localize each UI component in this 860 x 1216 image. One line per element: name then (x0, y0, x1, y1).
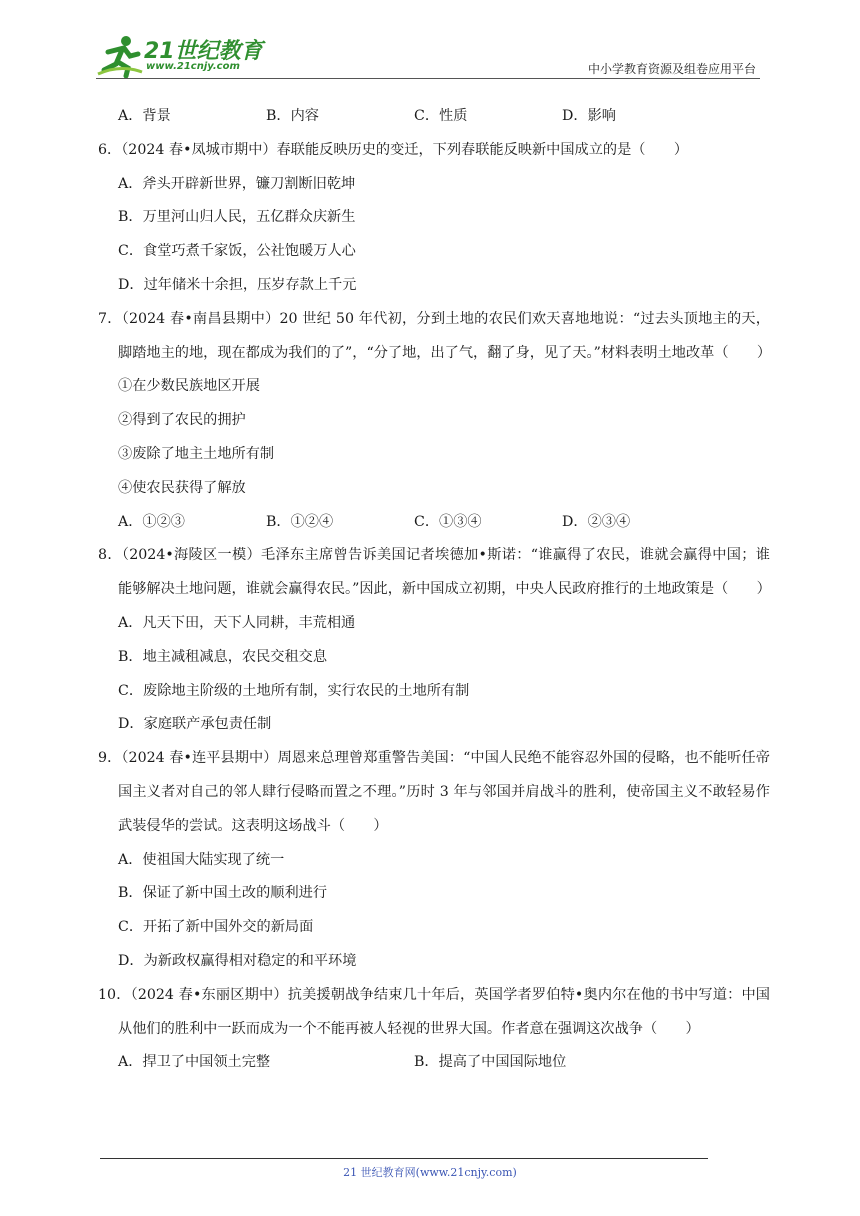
footer-link[interactable]: 21 世纪教育网(www.21cnjy.com) (343, 1166, 517, 1179)
q7-item-2: ②得到了农民的拥护 (118, 412, 246, 429)
platform-title: 中小学教育资源及组卷应用平台 (587, 62, 756, 76)
page-header (96, 30, 760, 80)
q9-option-b: B．保证了新中国土改的顺利进行 (118, 885, 328, 902)
q7-item-4: ④使农民获得了解放 (118, 479, 246, 496)
footer-divider (100, 1158, 708, 1159)
q5-option-b: B．内容 (266, 108, 319, 124)
runner-logo-icon (96, 34, 144, 78)
q9-stem: 9．（2024 春•连平县期中）周恩来总理曾郑重警告美国：“中国人民绝不能容忍外国的侵略，也不能听任帝国主义者对自己的邻人肆行侵略而置之不理。”历时 3 年与邻国并肩战斗的胜利，使帝国主义不敢轻易作武装侵华的尝试。这表明这场战斗（ ） (98, 750, 770, 834)
logo[interactable] (96, 34, 276, 78)
q7-option-a: A．①②③ (118, 513, 185, 530)
logo-url: www.21cnjy.com (146, 61, 240, 72)
q10-option-a: A．捍卫了中国领土完整 (118, 1054, 271, 1071)
q5-option-c: C．性质 (414, 108, 468, 124)
question-list (98, 100, 770, 1080)
logo-text: 21世纪教育 (144, 39, 263, 64)
q8-stem: 8．（2024•海陵区一模）毛泽东主席曾告诉美国记者埃德加•斯诺：“谁赢得了农民，谁就会赢得中国；谁能够解决土地问题，谁就会赢得农民。”因此，新中国成立初期，中央人民政府推行的土地政策是（ ） (98, 547, 771, 598)
q6-option-d: D．过年储米十余担，压岁存款上千元 (118, 276, 357, 293)
q7-options (98, 506, 770, 540)
q6-stem: 6．（2024 春•凤城市期中）春联能反映历史的变迁，下列春联能反映新中国成立的是（ ） (98, 141, 689, 158)
q9-option-c: C．开拓了新中国外交的新局面 (118, 919, 314, 936)
q5-options (98, 100, 770, 134)
q6-option-b: B．万里河山归人民，五亿群众庆新生 (118, 209, 356, 226)
q9-option-d: D．为新政权赢得相对稳定的和平环境 (118, 952, 357, 969)
q7-option-b: B．①②④ (266, 513, 334, 530)
q7-item-3: ③废除了地主土地所有制 (118, 445, 275, 462)
q7-option-c: C．①③④ (414, 513, 482, 530)
header-divider (96, 78, 760, 79)
q5-option-d: D．影响 (562, 108, 616, 124)
q10-option-b: B．提高了中国国际地位 (414, 1054, 567, 1071)
q6-option-c: C．食堂巧煮千家饭，公社饱暖万人心 (118, 243, 356, 260)
q5-option-a: A．背景 (118, 108, 171, 124)
q6-option-a: A．斧头开辟新世界，镰刀割断旧乾坤 (118, 175, 356, 192)
q8-option-a: A．凡天下田，天下人同耕，丰荒相通 (118, 614, 356, 631)
q9-option-a: A．使祖国大陆实现了统一 (118, 851, 285, 868)
q10-stem: 10．（2024 春•东丽区期中）抗美援朝战争结束几十年后，英国学者罗伯特•奥内尔在他的书中写道：中国从他们的胜利中一跃而成为一个不能再被人轻视的世界大国。作者意在强调这次战争（ ） (98, 986, 770, 1037)
q7-option-d: D．②③④ (562, 513, 631, 530)
q10-options (98, 1046, 770, 1080)
q8-option-c: C．废除地主阶级的土地所有制，实行农民的土地所有制 (118, 682, 470, 699)
q7-stem: 7．（2024 春•南昌县期中）20 世纪 50 年代初，分到土地的农民们欢天喜地地说：“过去头顶地主的天，脚踏地主的地，现在都成为我们的了”，“分了地，出了气，翻了身，见了天。”材料表明土地改革（ ） (98, 310, 772, 361)
q7-item-1: ①在少数民族地区开展 (118, 378, 260, 395)
q8-option-d: D．家庭联产承包责任制 (118, 716, 272, 733)
q8-option-b: B．地主减租减息，农民交租交息 (118, 648, 328, 665)
